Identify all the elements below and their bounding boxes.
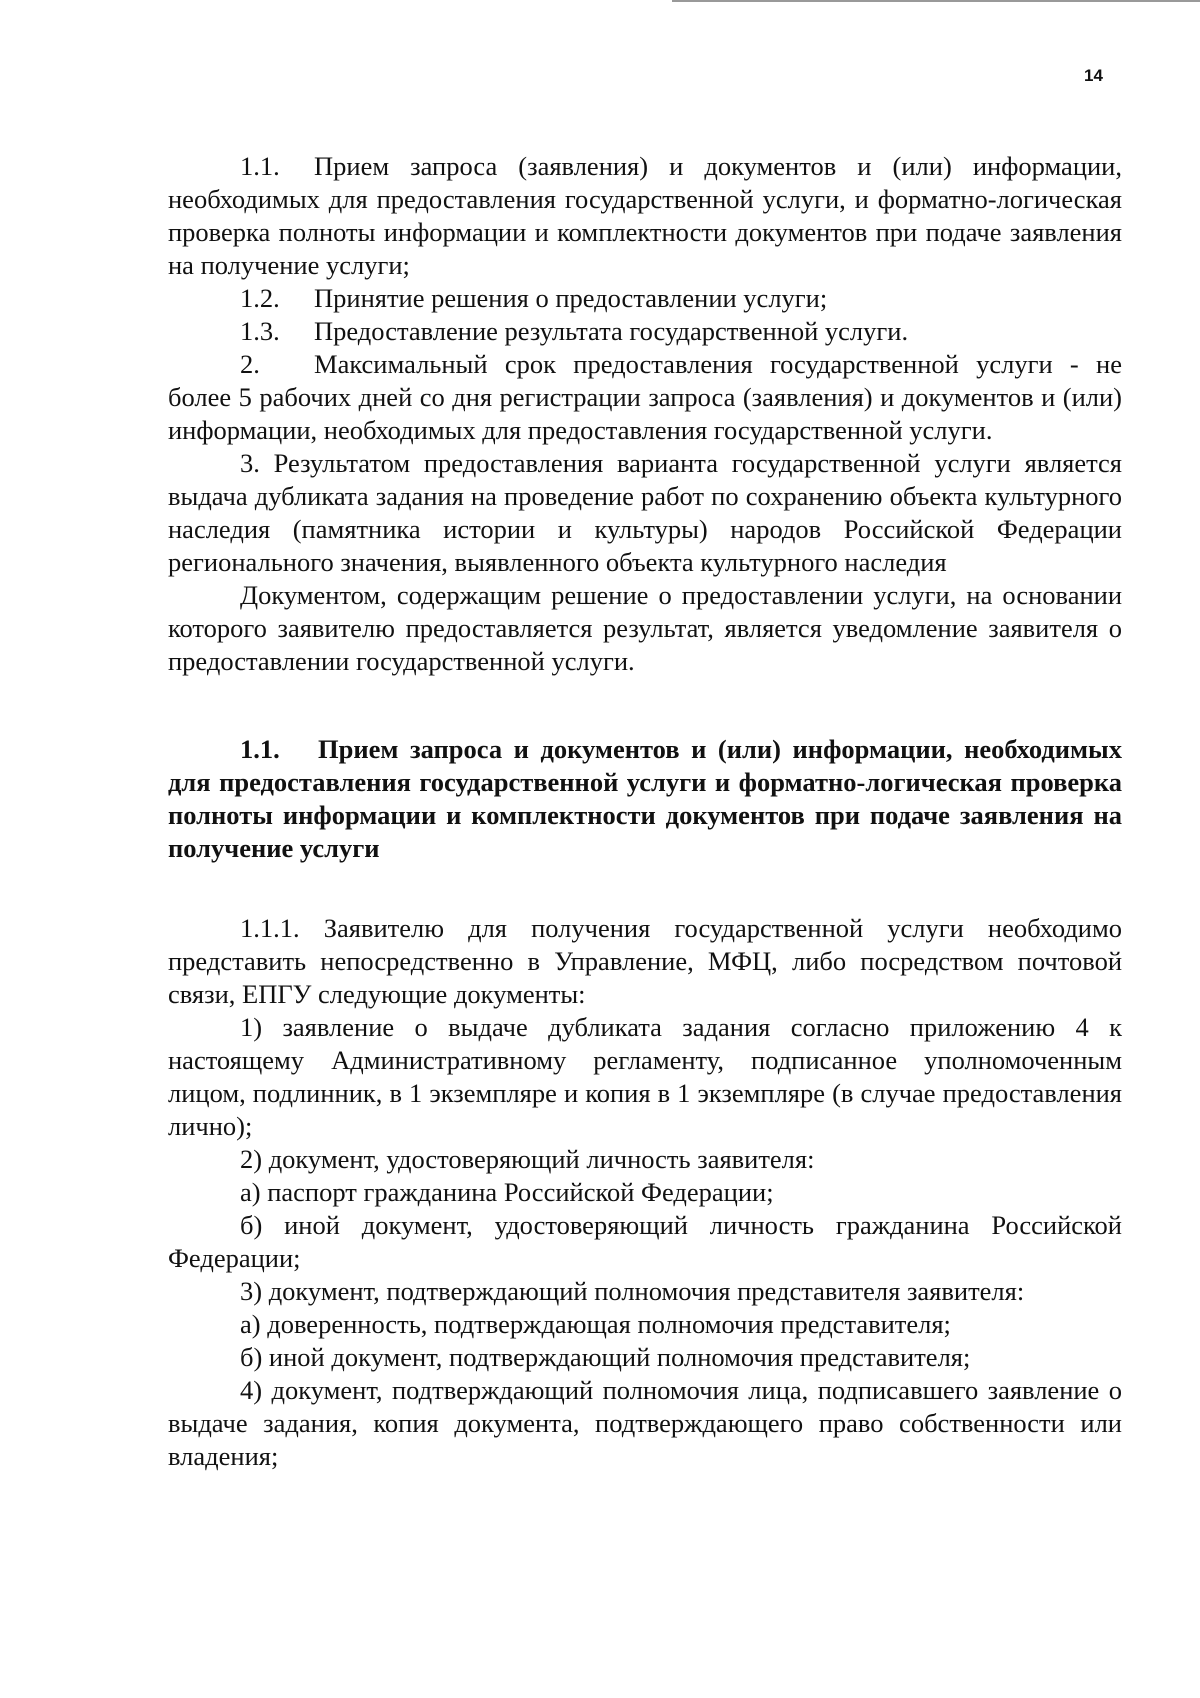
item-1-1 [168,150,1122,282]
item-1-2 [168,282,1122,315]
list-item-2b: б) иной документ, удостоверяющий личность гражданина Российской Федерации; [168,1210,1122,1273]
paragraph-decision-document: Документом, содержащим решение о предоставлении услуги, на основании которого заявителю предоставляется результат, является уведомление заявителя о предоставлении государственной услуги. [168,580,1122,676]
list-item-3: 3) документ, подтверждающий полномочия представителя заявителя: [240,1276,1025,1306]
item-text: Максимальный срок предоставления государственной услуги - не более 5 рабочих дней со дня регистрации запроса (заявления) и документов и (или) информации, необходимых для предоставления государственной услуги. [168,349,1122,445]
list-item-2: 2) документ, удостоверяющий личность заявителя: [240,1144,815,1174]
section-heading [168,733,1122,865]
item-text: Принятие решения о предоставлении услуги; [314,283,828,313]
item-1-3 [168,315,1122,348]
item-number: 1.1. [240,151,280,181]
item-text: Предоставление результата государственной услуги. [314,316,909,346]
heading-text: Прием запроса и документов и (или) информации, необходимых для предоставления государственной услуги и форматно-логическая проверка полноты информации и комплектности документов при подаче заявления на получение услуги [168,734,1122,863]
item-2 [168,348,1122,447]
list-item-3a: а) доверенность, подтверждающая полномочия представителя; [240,1309,951,1339]
item-number: 1.3. [240,316,280,346]
list-item-2a: а) паспорт гражданина Российской Федерации; [240,1177,774,1207]
paragraph-1-1-1: 1.1.1. Заявителю для получения государственной услуги необходимо представить непосредственно в Управление, МФЦ, либо посредством почтовой связи, ЕПГУ следующие документы: [168,913,1122,1009]
scan-edge-line [672,0,1200,2]
list-item-1: 1) заявление о выдаче дубликата задания согласно приложению 4 к настоящему Административному регламенту, подписанное уполномоченным лицом, подлинник, в 1 экземпляре и копия в 1 экземпляре (в случае предоставления лично); [168,1012,1122,1141]
document-body [168,150,1122,1473]
list-item-4: 4) документ, подтверждающий полномочия лица, подписавшего заявление о выдаче задания, копия документа, подтверждающего право собственности или владения; [168,1375,1122,1471]
item-number: 1.2. [240,283,280,313]
heading-number: 1.1. [240,734,280,764]
item-text: Прием запроса (заявления) и документов и (или) информации, необходимых для предоставления государственной услуги, и форматно-логическая проверка полноты информации и комплектности документов при подаче заявления на получение услуги; [168,151,1122,280]
paragraph-result: 3. Результатом предоставления варианта государственной услуги является выдача дубликата задания на проведение работ по сохранению объекта культурного наследия (памятника истории и культуры) народов Российской Федерации регионального значения, выявленного объекта культурного наследия [168,448,1122,577]
page-number: 14 [1084,66,1103,85]
item-number: 2. [240,349,260,379]
list-item-3b: б) иной документ, подтверждающий полномочия представителя; [240,1342,971,1372]
